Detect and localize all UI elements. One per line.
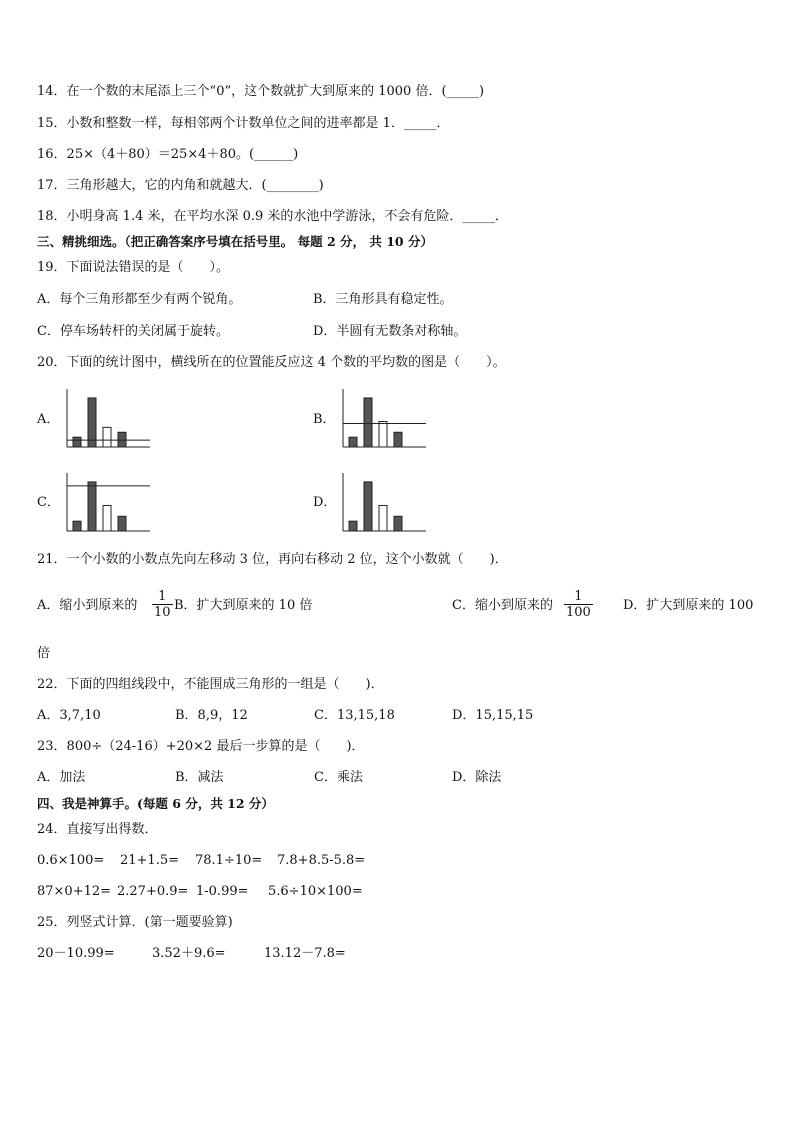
q21-option-d-continued: 倍 [37,646,51,661]
chart-bar [394,432,402,447]
fraction-numerator: 1 [574,589,583,604]
q21-option-a-fraction [152,589,173,620]
question-15: 15．小数和整数一样，每相邻两个计数单位之间的进率都是 1．_____． [37,116,450,131]
q24-item: 21+1.5= [120,853,180,868]
q25-item: 20－10.99= [37,946,115,961]
q19-option-d: D．半圆有无数条对称轴。 [313,324,467,339]
q21-option-c: C．缩小到原来的 [452,598,553,613]
q21-option-d: D．扩大到原来的 100 [623,598,754,613]
q21-option-c-fraction [564,589,593,620]
fraction-denominator: 10 [154,605,171,620]
q24-item: 2.27+0.9= [117,884,189,899]
chart-bar [349,437,357,447]
chart-label-c: C． [37,495,60,510]
question-14: 14．在一个数的末尾添上三个“0”，这个数就扩大到原来的 1000 倍．(_____) [37,84,485,99]
section-3-heading: 三、精挑细选。（把正确答案序号填在括号里。 每题 2 分， 共 10 分） [37,234,433,249]
q23-option-b: B．减法 [175,770,224,785]
chart-label-d: D． [313,495,337,510]
question-22-stem: 22．下面的四组线段中，不能围成三角形的一组是（ )． [37,677,384,692]
chart-bar [118,516,126,531]
q24-item: 87×0+12= [37,884,112,899]
fraction-numerator: 1 [158,589,167,604]
chart-bar [349,521,357,531]
question-17: 17．三角形越大，它的内角和就越大．(________) [37,178,324,193]
question-21-stem: 21．一个小数的小数点先向左移动 3 位，再向右移动 2 位，这个小数就（ )． [37,552,508,567]
q19-option-b: B．三角形具有稳定性。 [313,292,453,307]
q22-option-d: D．15,15,15 [452,708,534,723]
chart-bar [364,398,372,447]
q25-item: 13.12－7.8= [264,946,346,961]
fraction-denominator: 100 [566,605,591,620]
q24-item: 5.6÷10×100= [268,884,363,899]
chart-c [62,472,154,534]
q25-item: 3.52＋9.6= [152,946,226,961]
chart-bar [73,521,81,531]
q24-item: 7.8+8.5-5.8= [277,853,366,868]
question-24-stem: 24．直接写出得数． [37,822,158,837]
chart-bar [103,505,111,531]
q24-item: 78.1÷10= [195,853,263,868]
question-19-stem: 19．下面说法错误的是（ ）。 [37,260,230,275]
section-4-heading: 四、我是神算手。(每题 6 分，共 12 分） [37,796,274,811]
q23-option-d: D．除法 [452,770,502,785]
chart-b [338,388,430,450]
chart-bar [364,482,372,531]
q22-option-c: C．13,15,18 [314,708,395,723]
q19-option-a: A．每个三角形都至少有两个锐角。 [37,292,242,307]
q23-option-c: C．乘法 [314,770,363,785]
question-18: 18．小明身高 1.4 米，在平均水深 0.9 米的水池中学游泳，不会有危险．_____． [37,209,508,224]
question-25-stem: 25．列竖式计算．(第一题要验算) [37,915,233,930]
chart-bar [394,516,402,531]
chart-bar [88,482,96,531]
q24-item: 1-0.99= [196,884,249,899]
q23-option-a: A．加法 [37,770,86,785]
chart-label-b: B． [313,412,336,427]
q24-item: 0.6×100= [37,853,105,868]
q21-option-b: B．扩大到原来的 10 倍 [174,598,313,613]
question-20-stem: 20．下面的统计图中，横线所在的位置能反应这 4 个数的平均数的图是（ ）。 [37,355,506,370]
chart-bar [379,505,387,531]
q22-option-a: A．3,7,10 [37,708,101,723]
chart-bar [73,437,81,447]
chart-d [338,472,430,534]
q21-option-a: A．缩小到原来的 [37,598,138,613]
question-23-stem: 23．800÷（24-16）+20×2 最后一步算的是（ )． [37,739,365,754]
chart-label-a: A． [37,412,60,427]
chart-bar [379,421,387,447]
q22-option-b: B．8,9，12 [175,708,248,723]
chart-a [62,388,154,450]
chart-bar [103,427,111,447]
q19-option-c: C．停车场转杆的关闭属于旋转。 [37,324,229,339]
question-16: 16．25×（4＋80）＝25×4＋80。(______) [37,147,299,162]
